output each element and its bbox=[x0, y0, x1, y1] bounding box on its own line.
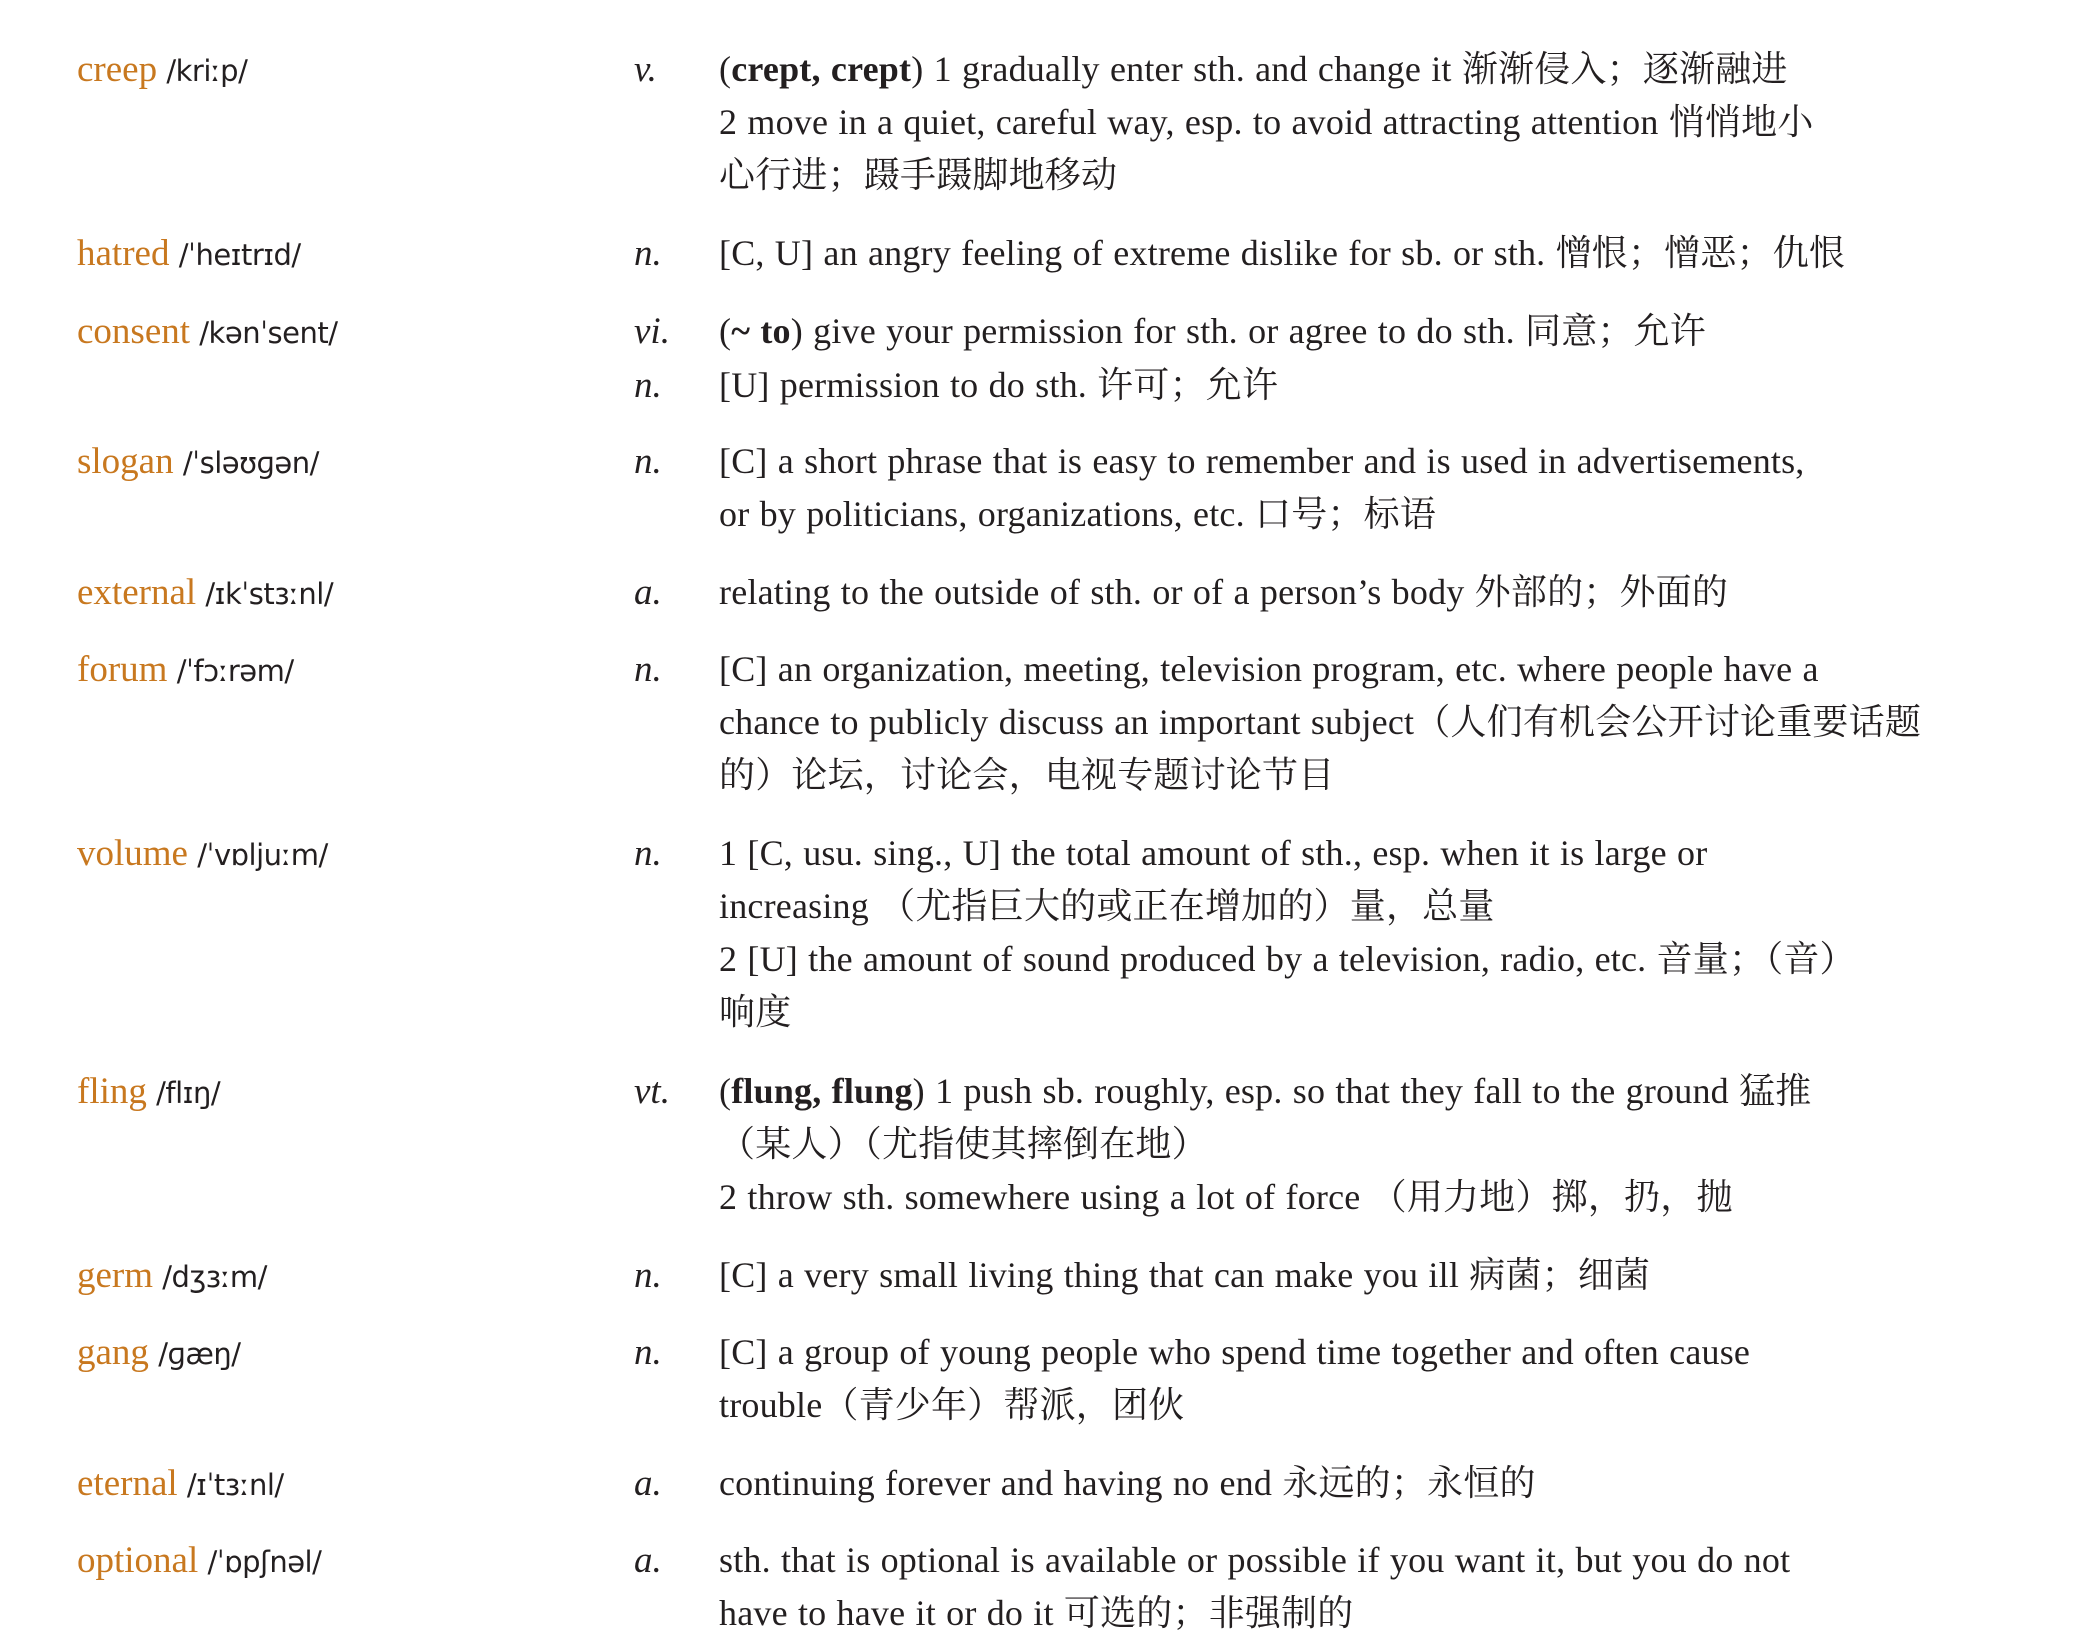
entry-headword-block bbox=[77, 1457, 284, 1512]
part-of-speech: n. bbox=[634, 649, 662, 690]
definition bbox=[719, 305, 2039, 358]
definition-text: 2 throw sth. somewhere using a lot of force （用力地）掷，扔，抛 bbox=[719, 1177, 1733, 1217]
definition-line bbox=[719, 566, 2039, 619]
definition-text: 2 move in a quiet, careful way, esp. to avoid attracting attention 悄悄地小 bbox=[719, 102, 1814, 142]
definition-text: 1 push sb. roughly, esp. so that they fall to the ground 猛推 bbox=[935, 1071, 1812, 1111]
inflected-forms: (crept, crept) bbox=[719, 49, 924, 89]
headword: eternal bbox=[77, 1463, 178, 1504]
definition-text: 的）论坛，讨论会，电视专题讨论节目 bbox=[719, 755, 1335, 795]
phonetic-transcription: /ˈvɒljuːm/ bbox=[197, 838, 328, 872]
definition-text: continuing forever and having no end 永远的；永恒的 bbox=[719, 1463, 1536, 1503]
definition-line bbox=[719, 488, 2039, 541]
definition-line bbox=[719, 359, 2039, 412]
phonetic-transcription: /ɪˈtɜːnl/ bbox=[186, 1468, 284, 1502]
definition-line bbox=[719, 933, 2039, 986]
headword: germ bbox=[77, 1255, 154, 1296]
entry-headword-block bbox=[77, 227, 301, 282]
entry-headword-block bbox=[77, 1249, 267, 1304]
definition-line bbox=[719, 696, 2039, 749]
definition-text: （某人）（尤指使其摔倒在地） bbox=[719, 1124, 1208, 1164]
definition-line bbox=[719, 1326, 2039, 1379]
definition-text: increasing （尤指巨大的或正在增加的）量，总量 bbox=[719, 886, 1495, 926]
definition-text: [C] a group of young people who spend time together and often cause bbox=[719, 1332, 1751, 1372]
definition-line bbox=[719, 1171, 2039, 1224]
definition-line bbox=[719, 1118, 2039, 1171]
definition-line bbox=[719, 1065, 2039, 1118]
definition-text: 2 [U] the amount of sound produced by a television, radio, etc. 音量；（音） bbox=[719, 939, 1856, 979]
definition-line bbox=[719, 305, 2039, 358]
definition-text: [C] an organization, meeting, television program, etc. where people have a bbox=[719, 649, 1819, 689]
definition-line bbox=[719, 1457, 2039, 1510]
part-of-speech: n. bbox=[634, 1255, 662, 1296]
definition bbox=[719, 1249, 2039, 1302]
entry-headword-block bbox=[77, 566, 333, 621]
definition-text: relating to the outside of sth. or of a person’s body 外部的；外面的 bbox=[719, 572, 1729, 612]
definition bbox=[719, 566, 2039, 619]
definition-line bbox=[719, 1534, 2039, 1587]
part-of-speech: a. bbox=[634, 1463, 662, 1504]
definition-line bbox=[719, 749, 2039, 802]
headword: forum bbox=[77, 649, 168, 690]
entry-headword-block bbox=[77, 305, 338, 360]
entry-headword-block bbox=[77, 1065, 220, 1120]
definition-line bbox=[719, 227, 2039, 280]
phonetic-transcription: /ˈsləʊɡən/ bbox=[182, 446, 319, 480]
entry-headword-block bbox=[77, 1326, 241, 1381]
phonetic-transcription: /kənˈsent/ bbox=[199, 316, 338, 350]
headword: gang bbox=[77, 1332, 149, 1373]
definition-line bbox=[719, 643, 2039, 696]
phonetic-transcription: /ˈɒpʃnəl/ bbox=[207, 1545, 322, 1579]
definition-text: have to have it or do it 可选的；非强制的 bbox=[719, 1593, 1354, 1633]
headword: external bbox=[77, 572, 197, 613]
definition bbox=[719, 643, 2039, 802]
phonetic-transcription: /ˈheɪtrɪd/ bbox=[178, 238, 301, 272]
headword: hatred bbox=[77, 233, 170, 274]
definition-text: give your permission for sth. or agree to do sth. 同意；允许 bbox=[813, 311, 1706, 351]
definition-text: trouble（青少年）帮派，团伙 bbox=[719, 1385, 1185, 1425]
headword: creep bbox=[77, 49, 158, 90]
part-of-speech: n. bbox=[634, 233, 662, 274]
definition bbox=[719, 1534, 2039, 1640]
definition-line bbox=[719, 149, 2039, 202]
phonetic-transcription: /kriːp/ bbox=[166, 54, 248, 88]
definition-text: 1 [C, usu. sing., U] the total amount of sth., esp. when it is large or bbox=[719, 833, 1708, 873]
entry-headword-block bbox=[77, 1534, 321, 1589]
definition bbox=[719, 227, 2039, 280]
part-of-speech: vi. bbox=[634, 311, 670, 352]
definition-text: 1 gradually enter sth. and change it 渐渐侵入；逐渐融进 bbox=[933, 49, 1788, 89]
part-of-speech: n. bbox=[634, 1332, 662, 1373]
definition-line bbox=[719, 827, 2039, 880]
definition bbox=[719, 1065, 2039, 1224]
entry-headword-block bbox=[77, 43, 247, 98]
headword: optional bbox=[77, 1540, 199, 1581]
definition-line bbox=[719, 1587, 2039, 1640]
definition-text: sth. that is optional is available or possible if you want it, but you do not bbox=[719, 1540, 1791, 1580]
definition-text: [U] permission to do sth. 许可；允许 bbox=[719, 365, 1279, 405]
definition bbox=[719, 43, 2039, 202]
definition bbox=[719, 1326, 2039, 1432]
definition-line bbox=[719, 880, 2039, 933]
definition bbox=[719, 359, 2039, 412]
definition-text: 心行进；蹑手蹑脚地移动 bbox=[719, 155, 1118, 195]
part-of-speech: n. bbox=[634, 833, 662, 874]
headword: fling bbox=[77, 1071, 147, 1112]
definition-line bbox=[719, 1249, 2039, 1302]
part-of-speech: a. bbox=[634, 1540, 662, 1581]
definition-text: 响度 bbox=[719, 992, 792, 1032]
entry-headword-block bbox=[77, 643, 294, 698]
definition-line bbox=[719, 986, 2039, 1039]
definition bbox=[719, 435, 2039, 541]
headword: volume bbox=[77, 833, 188, 874]
headword: consent bbox=[77, 311, 191, 352]
part-of-speech: n. bbox=[634, 365, 662, 406]
part-of-speech: n. bbox=[634, 441, 662, 482]
phonetic-transcription: /dʒɜːm/ bbox=[162, 1260, 267, 1294]
definition bbox=[719, 1457, 2039, 1510]
phonetic-transcription: /ɪkˈstɜːnl/ bbox=[205, 577, 334, 611]
definition bbox=[719, 827, 2039, 1039]
definition-text: [C] a short phrase that is easy to remember and is used in advertisements, bbox=[719, 441, 1805, 481]
phonetic-transcription: /ˈfɔːrəm/ bbox=[176, 654, 294, 688]
definition-line bbox=[719, 96, 2039, 149]
part-of-speech: a. bbox=[634, 572, 662, 613]
definition-text: [C] a very small living thing that can make you ill 病菌；细菌 bbox=[719, 1255, 1651, 1295]
entry-headword-block bbox=[77, 435, 319, 490]
definition-line bbox=[719, 43, 2039, 96]
definition-text: chance to publicly discuss an important subject（人们有机会公开讨论重要话题 bbox=[719, 702, 1922, 742]
definition-text: [C, U] an angry feeling of extreme dislike for sb. or sth. 憎恨；憎恶；仇恨 bbox=[719, 233, 1846, 273]
definition-text: or by politicians, organizations, etc. 口号；标语 bbox=[719, 494, 1437, 534]
inflected-forms: (flung, flung) bbox=[719, 1071, 925, 1111]
inflected-forms: (~ to) bbox=[719, 311, 803, 351]
part-of-speech: v. bbox=[634, 49, 657, 90]
headword: slogan bbox=[77, 441, 174, 482]
definition-line bbox=[719, 1379, 2039, 1432]
phonetic-transcription: /ɡæŋ/ bbox=[158, 1337, 241, 1371]
entry-headword-block bbox=[77, 827, 328, 882]
phonetic-transcription: /flɪŋ/ bbox=[156, 1076, 221, 1110]
definition-line bbox=[719, 435, 2039, 488]
part-of-speech: vt. bbox=[634, 1071, 670, 1112]
